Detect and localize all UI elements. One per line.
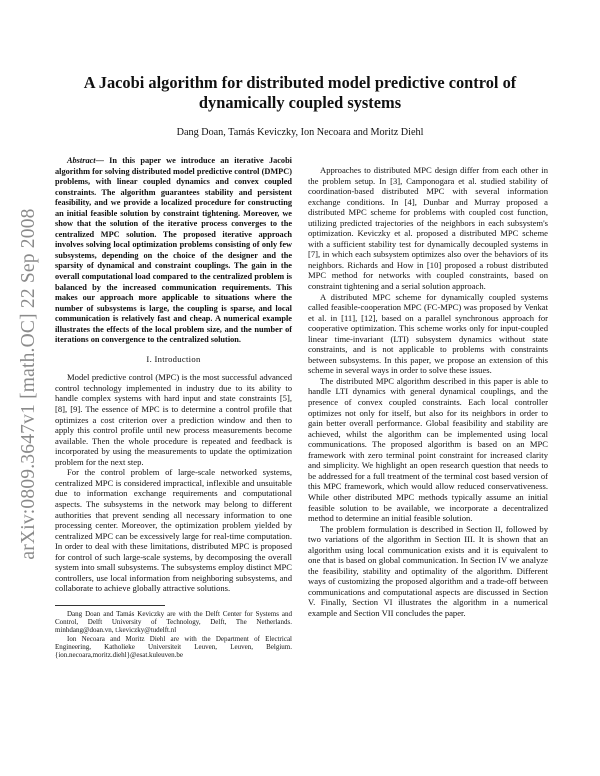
right-paragraph: Approaches to distributed MPC design differ from each other in the problem setup. In [3], Camponogara et al. studied stability of coordination-based distributed MPC with several information exchange conditions. In [4], Dunbar and Murray proposed a distributed MPC scheme for problems with coupled cost function, utilizing predicted trajectories of the neighbors in each subsystem's optimization. Keviczky et al. proposed a distributed MPC scheme with a sufficient stability test for dynamically decoupled systems in [7], in which each subsystem optimizes also over the behaviors of its neighbors. Richards and How in [10] proposed a robust distributed MPC method for networks with coupled constraints, based on constraint tightening and a serial solution approach.	[308, 165, 548, 292]
arxiv-stamp	[14, 168, 44, 600]
abstract-text: — In this paper we introduce an iterative Jacobi algorithm for solving distributed model predictive control (DMPC) problems, with linear coupled dynamics and convex coupled constraints. The algorithm guarantees stability and persistent feasibility, and we provide a localized procedure for constructing an initial feasible solution by constraint tightening. Moreover, we show that the solution of the iterative process converges to the centralized MPC solution. The proposed iterative approach involves solving local optimization problems consisting of only few subsystems, depending on the choice of the designer and the sparsity of dynamical and constraint couplings. The gain in the overall computational load compared to the centralized problem is balanced by the increased communication requirements. This makes our approach more applicable to situations where the number of subsystems is large, the coupling is sparse, and local communication is relatively fast and cheap. A numerical example illustrates the effects of the local problem size, and the number of iterations on convergence to the centralized solution.	[55, 156, 292, 345]
right-paragraph: The distributed MPC algorithm described in this paper is able to handle LTI dynamics with general dynamical couplings, and the presence of convex coupled constraints. Each local controller optimizes not only for itself, but also for its neighbors in order to gain better overall performance. Global feasibility and stability are achieved, whilst the algorithm can be implemented using local communications. The proposed algorithm is based on an MPC framework with zero terminal point constraint for increased clarity and simplicity. We highlight an open research question that needs to be addressed for a full treatment of the terminal cost based version of this MPC framework, which would allow reduced conservativeness. While other distributed MPC methods typically assume an initial feasible solution to be available, we incorporate a decentralized method to determine an initial feasible solution.	[308, 375, 548, 524]
right-paragraph: A distributed MPC scheme for dynamically coupled systems called feasible-cooperation MPC (FC-MPC) was proposed by Venkat et al. in [11], [12], based on a parallel synchronous approach for cooperative optimization. This scheme works only for input-coupled linear time-invariant (LTI) subsystem dynamics without state constraints, and is not applicable to problems with constraints between subsystems. In this paper, we propose an extension of this scheme in several ways in order to solve these issues.	[308, 291, 548, 376]
left-paragraph: Model predictive control (MPC) is the most successful advanced control technology implemented in industry due to its ability to handle complex systems with hard input and state constraints [5], [8], [9]. The essence of MPC is to determine a control profile that optimizes a cost criterion over a prediction window and then to apply this control profile until new process measurements become available. Then the whole procedure is repeated and feedback is incorporated by using the measurements to update the optimization problem for the next step.	[55, 372, 292, 467]
footnotes	[55, 610, 292, 660]
footnote-divider	[55, 605, 165, 606]
paper-authors: Dang Doan, Tamás Keviczky, Ion Necoara and Moritz Diehl	[176, 127, 424, 138]
left-column	[55, 156, 292, 660]
abstract	[55, 156, 292, 346]
paper-title: A Jacobi algorithm for distributed model predictive control of dynamically coupled systems	[83, 73, 517, 112]
abstract-label: Abstract	[67, 156, 96, 165]
arxiv-stamp-text: arXiv:0809.3647v1 [math.OC] 22 Sep 2008	[18, 208, 39, 560]
section-heading: I. Introduction	[146, 353, 201, 364]
right-paragraph: The problem formulation is described in Section II, followed by two variations of the algorithm in Section III. It is shown that an algorithm using local communication exists and it is equivalent to one that is based on global communication. In Section IV we analyze the feasibility, stability and optimality of the algorithm. Different ways of customizing the proposed algorithm and a trade-off between communications and computational aspects are discussed in Section V. Finally, Section VI illustrates the algorithm in a numerical example and Section VII concludes the paper.	[308, 523, 548, 618]
right-column	[308, 165, 548, 619]
footnote: Dang Doan and Tamás Keviczky are with the Delft Center for Systems and Control, Delft University of Technology, Delft, The Netherlands. minhdang@doan.vn, t.keviczky@tudelft.nl	[55, 609, 292, 635]
left-paragraph: For the control problem of large-scale networked systems, centralized MPC is considered impractical, inflexible and unsuitable due to information exchange requirements and computational aspects. The subsystems in the network may belong to different authorities that prevent sending all necessary information to one processing center. Moreover, the optimization problem yielded by centralized MPC can be excessively large for real-time computation. In order to deal with these limitations, distributed MPC is proposed for control of such large-scale systems, by decomposing the overall system into small subsystems. The subsystems employ distinct MPC controllers, use local information from neighboring subsystems, and collaborate to achieve globally attractive solutions.	[55, 467, 292, 594]
footnote: Ion Necoara and Moritz Diehl are with the Department of Electrical Engineering, Katholieke Universiteit Leuven, Leuven, Belgium. {ion.necoara,moritz.diehl}@esat.kuleuven.be	[55, 634, 292, 660]
